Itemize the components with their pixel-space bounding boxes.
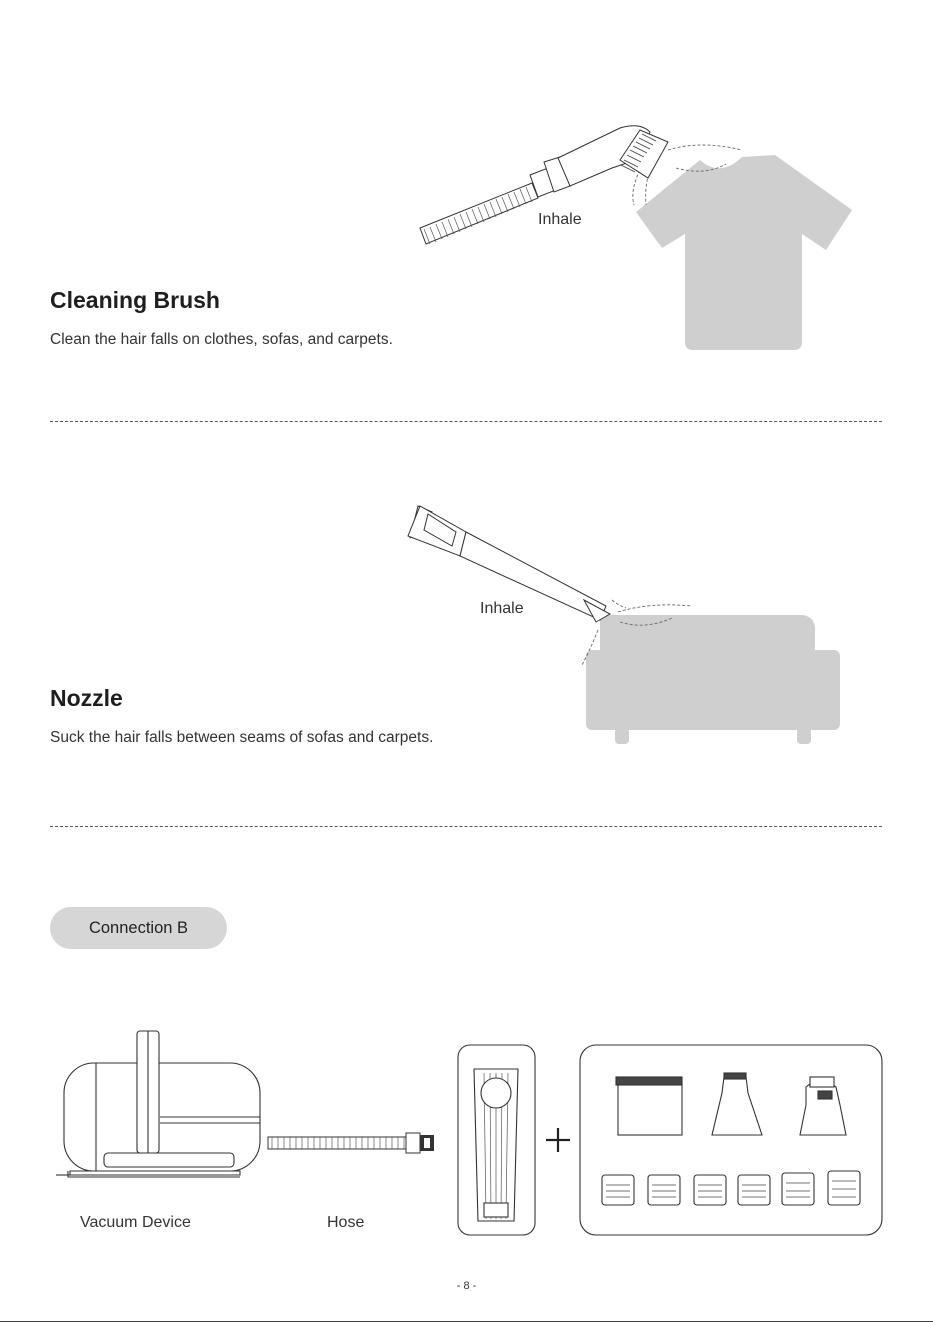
brush-section-title: Cleaning Brush [50, 287, 220, 313]
section-divider [50, 421, 882, 422]
brush-inhale-label: Inhale [538, 211, 582, 228]
sofa-icon [586, 615, 840, 744]
section-divider [50, 826, 882, 827]
connection-illustration [0, 1025, 933, 1245]
tshirt-icon [636, 155, 852, 350]
nozzle-inhale-label: Inhale [480, 600, 524, 617]
nozzle-section-description: Suck the hair falls between seams of sofas and carpets. [50, 729, 434, 746]
vacuum-device-icon [56, 1031, 260, 1177]
hose-icon [268, 1133, 434, 1153]
hose-icon [420, 183, 538, 244]
page-number: - 8 - [456, 1280, 477, 1292]
nozzle-section-title: Nozzle [50, 685, 123, 711]
attachments-icon [580, 1045, 882, 1235]
brush-icon [530, 126, 668, 197]
filter-cup-icon [458, 1045, 535, 1235]
hose-label: Hose [327, 1214, 365, 1231]
connection-badge: Connection B [50, 907, 227, 949]
page-bottom-rule [0, 1321, 933, 1322]
nozzle-illustration [0, 490, 933, 750]
brush-section-description: Clean the hair falls on clothes, sofas, and carpets. [50, 331, 393, 348]
vacuum-device-label: Vacuum Device [80, 1214, 191, 1231]
plus-icon [546, 1128, 570, 1152]
